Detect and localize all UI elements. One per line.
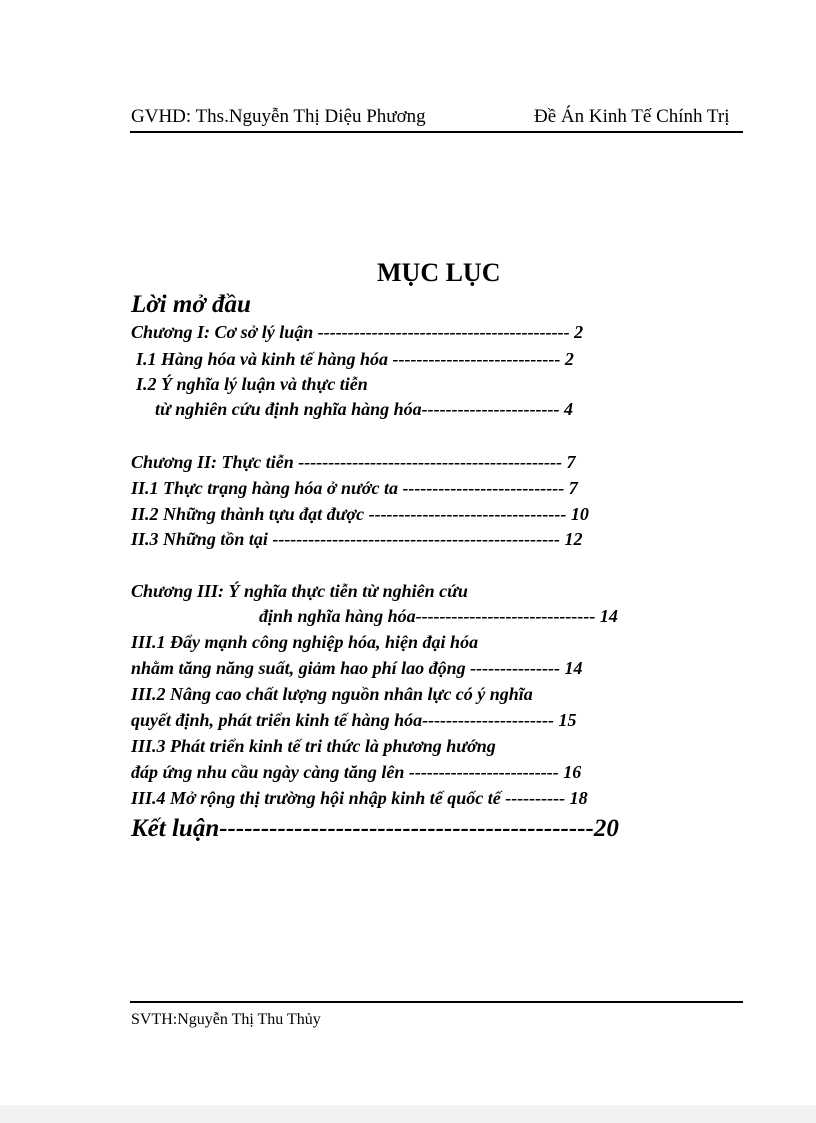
toc-entry-2-1: II.1 Thực trạng hàng hóa ở nước ta --------------------------- 7 [131,478,578,498]
toc-entry-1-2-cont: từ nghiên cứu định nghĩa hàng hóa----------------------- 4 [155,399,574,419]
toc-entry-2-3: II.3 Những tồn tại ------------------------------------------------ 12 [131,529,583,549]
toc-title: MỤC LỤC [377,258,501,287]
toc-entry-3-3: III.3 Phát triển kinh tế tri thức là phương hướng [131,736,496,756]
toc-intro: Lời mở đầu [131,291,251,318]
toc-entry-3-1-cont: nhằm tăng năng suất, giảm hao phí lao động --------------- 14 [131,658,583,678]
toc-entry-3-2-cont: quyết định, phát triển kinh tế hàng hóa---------------------- 15 [131,710,577,730]
toc-chapter-3: Chương III: Ý nghĩa thực tiễn từ nghiên cứu [131,581,468,601]
footer-student: SVTH:Nguyễn Thị Thu Thủy [131,1011,321,1028]
toc-entry-3-2: III.2 Nâng cao chất lượng nguồn nhân lực có ý nghĩa [131,684,533,704]
toc-chapter-3-cont: định nghĩa hàng hóa------------------------------ 14 [259,606,618,626]
toc-entry-2-2: II.2 Những thành tựu đạt được --------------------------------- 10 [131,504,589,524]
header-rule [130,131,743,133]
toc-entry-3-1: III.1 Đẩy mạnh công nghiệp hóa, hiện đại hóa [131,632,479,652]
toc-entry-1-2: I.2 Ý nghĩa lý luận và thực tiễn [136,374,368,394]
header-project-title: Đề Án Kinh Tế Chính Trị [534,106,730,127]
toc-chapter-2: Chương II: Thực tiễn -------------------------------------------- 7 [131,452,576,472]
footer-rule [130,1001,743,1003]
toc-chapter-1: Chương I: Cơ sở lý luận ------------------------------------------ 2 [131,322,584,342]
toc-conclusion: Kết luận---------------------------------------------20 [131,815,619,842]
toc-entry-1-1: I.1 Hàng hóa và kinh tế hàng hóa ---------------------------- 2 [136,349,574,369]
header-advisor: GVHD: Ths.Nguyễn Thị Diệu Phương [131,106,426,127]
page-bottom-band [0,1105,816,1123]
toc-entry-3-4: III.4 Mở rộng thị trường hội nhập kinh tế quốc tế ---------- 18 [131,788,588,808]
toc-entry-3-3-cont: đáp ứng nhu cầu ngày càng tăng lên ------------------------- 16 [131,762,582,782]
